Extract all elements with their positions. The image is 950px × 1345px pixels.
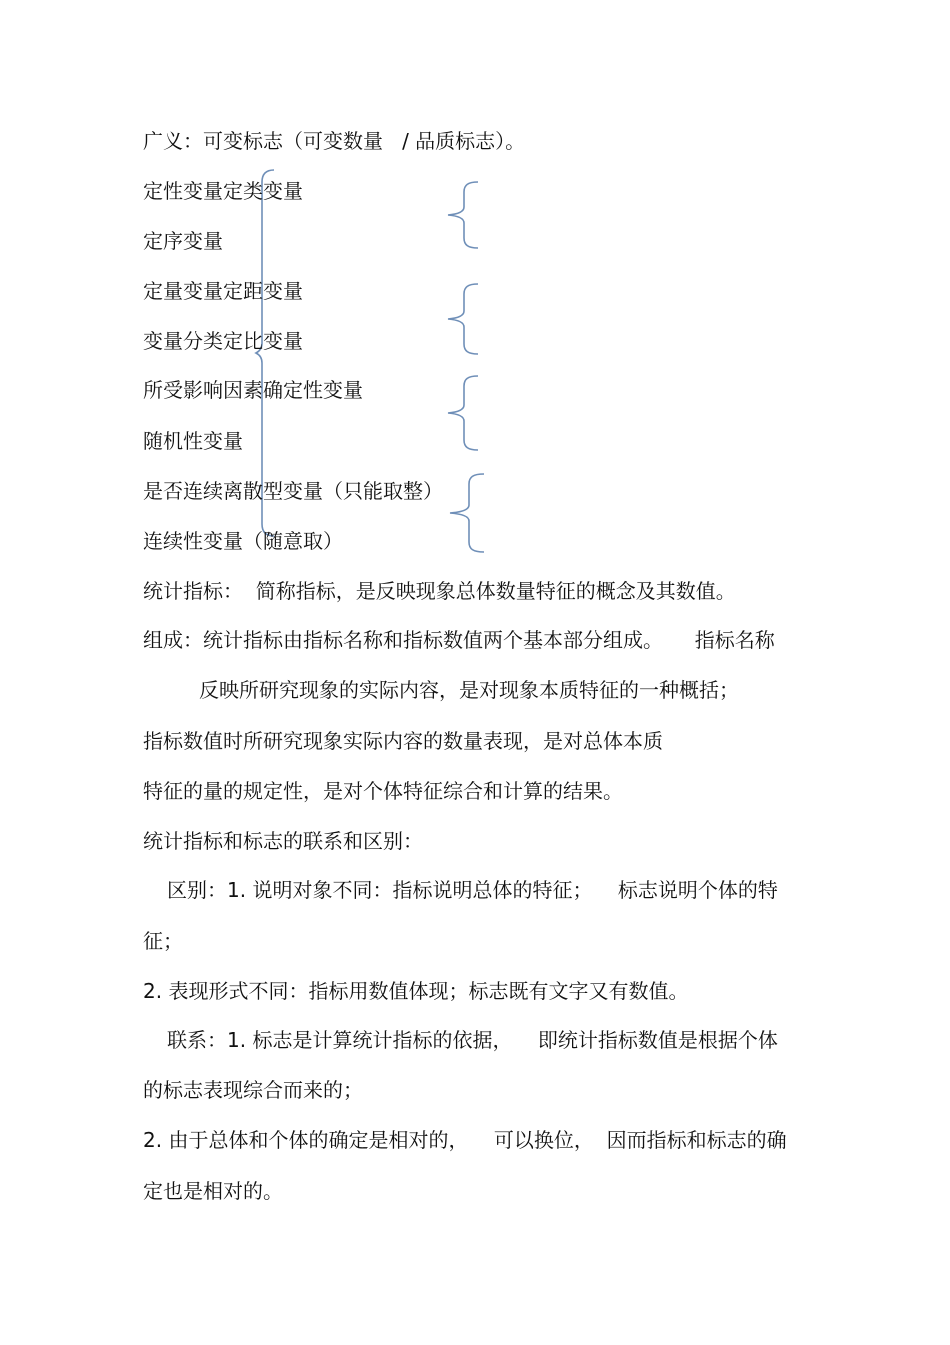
continuous-variable-line: 连续性变量（随意取）	[143, 529, 343, 553]
difference-point-2: 2. 表现形式不同：指标用数值体现；标志既有文字又有数值。	[143, 979, 689, 1003]
discrete-variable-line: 是否连续离散型变量（只能取整）	[143, 479, 443, 503]
indicator-value-line-1: 指标数值时所研究现象实际内容的数量表现，是对总体本质	[143, 729, 663, 753]
variable-classification-ratio-line: 变量分类定比变量	[143, 329, 303, 353]
relation-difference-heading: 统计指标和标志的联系和区别：	[143, 829, 423, 853]
relation-point-1-cont: 的标志表现综合而来的；	[143, 1078, 363, 1102]
small-brace-qualitative	[442, 180, 482, 250]
deterministic-variable-line: 所受影响因素确定性变量	[143, 378, 363, 402]
ordinal-line: 定序变量	[143, 229, 223, 253]
indicator-name-description: 反映所研究现象的实际内容，是对现象本质特征的一种概括；	[199, 678, 739, 702]
statistical-indicator-definition: 统计指标： 简称指标，是反映现象总体数量特征的概念及其数值。	[143, 579, 736, 603]
small-brace-continuity	[444, 472, 488, 554]
difference-point-1-cont: 征；	[143, 929, 183, 953]
indicator-value-line-2: 特征的量的规定性，是对个体特征综合和计算的结果。	[143, 779, 623, 803]
small-brace-influence	[442, 374, 482, 452]
broad-definition-line: 广义：可变标志（可变数量 / 品质标志）。	[143, 129, 526, 153]
small-brace-quantitative	[442, 282, 482, 356]
random-variable-line: 随机性变量	[143, 429, 243, 453]
relation-point-1: 联系：1. 标志是计算统计指标的依据， 即统计指标数值是根据个体	[167, 1028, 778, 1052]
composition-line: 组成：统计指标由指标名称和指标数值两个基本部分组成。 指标名称	[143, 628, 775, 652]
relation-point-2-cont: 定也是相对的。	[143, 1179, 283, 1203]
quantitative-interval-line: 定量变量定距变量	[143, 279, 303, 303]
relation-point-2: 2. 由于总体和个体的确定是相对的， 可以换位， 因而指标和标志的确	[143, 1128, 787, 1152]
difference-point-1: 区别：1. 说明对象不同：指标说明总体的特征； 标志说明个体的特	[167, 878, 778, 902]
qualitative-nominal-line: 定性变量定类变量	[143, 179, 303, 203]
